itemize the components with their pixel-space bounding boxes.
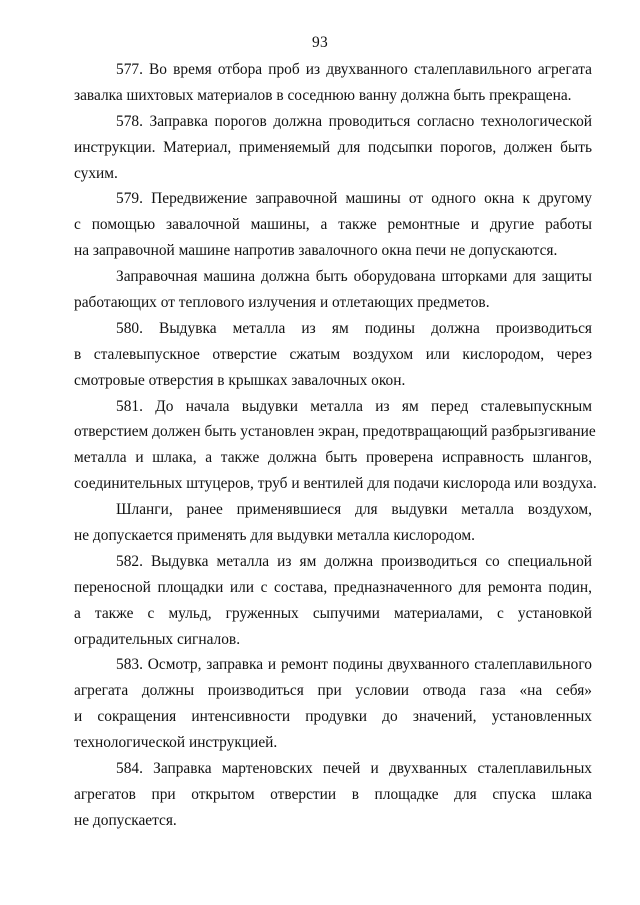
page-number: 93 (312, 34, 328, 51)
paragraph-line: технологической инструкцией. (74, 734, 278, 752)
paragraph-line: 580. Выдувка металла из ям подины должна производиться (116, 319, 592, 337)
paragraph-line: 584. Заправка мартеновских печей и двухванных сталеплавильных (116, 760, 592, 778)
paragraph-line: не допускается применять для выдувки металла кислородом. (74, 527, 476, 545)
paragraph-579 (74, 186, 592, 264)
paragraph-line: инструкции. Материал, применяемый для подсыпки порогов, должен быть (74, 138, 592, 156)
paragraph-584 (74, 756, 592, 834)
paragraph-line: отверстием должен быть установлен экран, предотвращающий разбрызгивание (74, 423, 596, 441)
paragraph-line: завалка шихтовых материалов в соседнюю ванну должна быть прекращена. (74, 86, 572, 104)
paragraph-line: Шланги, ранее применявшиеся для выдувки металла воздухом, (116, 501, 592, 519)
paragraph-line: агрегатов при открытом отверстии в площадке для спуска шлака (74, 785, 592, 803)
paragraph-583 (74, 652, 592, 756)
paragraph-line: металла и шлака, а также должна быть проверена исправность шлангов, (74, 449, 592, 467)
paragraph-582 (74, 549, 592, 653)
paragraph-line: с помощью завалочной машины, а также ремонтные и другие работы (74, 216, 592, 234)
paragraph-line: 581. До начала выдувки металла из ям перед сталевыпускным (116, 397, 592, 415)
paragraph-line: агрегата должны производиться при условии отвода газа «на себя» (74, 682, 592, 700)
paragraph-line: оградительных сигналов. (74, 630, 241, 648)
paragraph-577 (74, 57, 592, 109)
paragraph-line: Заправочная машина должна быть оборудована шторками для защиты (116, 268, 592, 286)
paragraph-line: 577. Во время отбора проб из двухванного сталеплавильного агрегата (116, 61, 592, 78)
paragraph-578 (74, 109, 592, 187)
paragraph-line: переносной площадки или с состава, предназначенного для ремонта подин, (74, 578, 592, 596)
paragraph-line: 579. Передвижение заправочной машины от одного окна к другому (116, 190, 592, 208)
paragraph-line: сухим. (74, 164, 118, 182)
paragraph-line: и сокращения интенсивности продувки до значений, установленных (74, 708, 592, 726)
paragraph-line: 582. Выдувка металла из ям должна производиться со специальной (116, 552, 592, 570)
paragraph-line: соединительных штуцеров, труб и вентилей для подачи кислорода или воздуха. (74, 475, 597, 493)
paragraph-line: не допускается. (74, 811, 177, 829)
paragraph-line: работающих от теплового излучения и отлетающих предметов. (74, 294, 490, 312)
paragraph-581 (74, 394, 597, 498)
paragraph-580 (74, 316, 592, 394)
paragraph-line: смотровые отверстия в крышках завалочных окон. (74, 371, 406, 389)
paragraph-line: 578. Заправка порогов должна проводиться согласно технологической (116, 112, 592, 130)
paragraph-line: 583. Осмотр, заправка и ремонт подины двухванного сталеплавильного (116, 656, 592, 674)
paragraph-line: на заправочной машине напротив завалочного окна печи не допускаются. (74, 242, 558, 260)
paragraph-579-note (74, 264, 592, 316)
document-body (74, 57, 597, 834)
paragraph-line: а также с мульд, груженных сыпучими материалами, с установкой (74, 604, 592, 622)
paragraph-581-note (74, 497, 592, 549)
paragraph-line: в сталевыпускное отверстие сжатым воздухом или кислородом, через (74, 345, 592, 363)
